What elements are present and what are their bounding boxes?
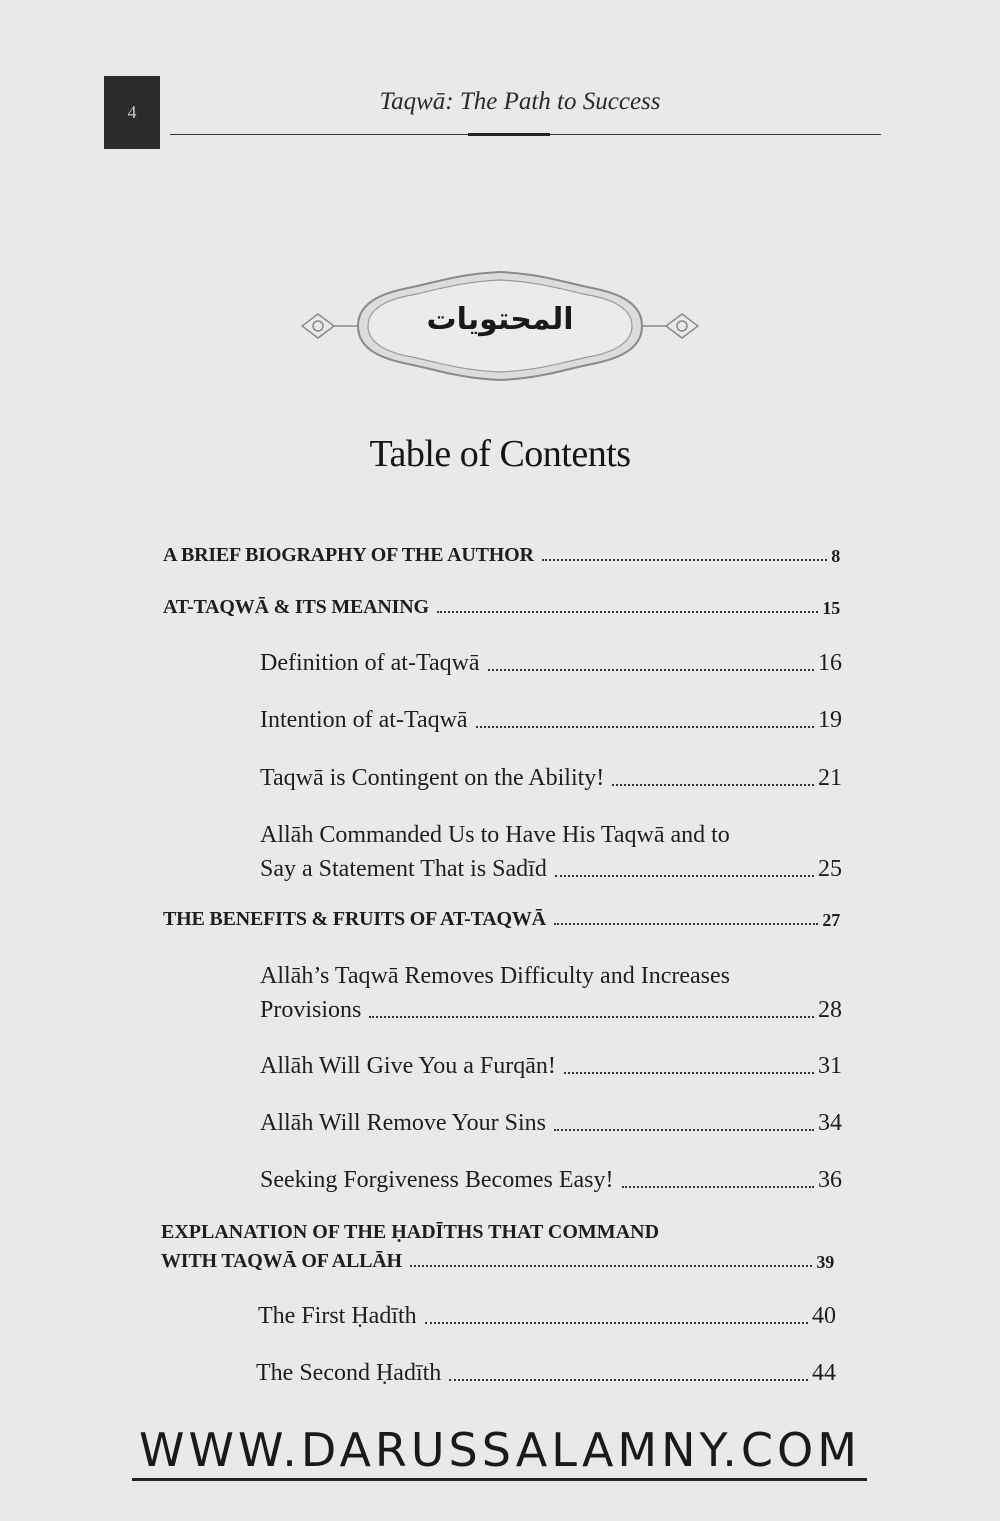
running-head: Taqwā: The Path to Success bbox=[379, 88, 661, 115]
entry-label: Intention of at-Taqwā bbox=[260, 707, 468, 733]
dot-leader bbox=[437, 610, 819, 613]
entry-label: Provisions bbox=[260, 997, 362, 1023]
entry-page: 16 bbox=[818, 650, 842, 676]
entry-label: The First Ḥadīth bbox=[258, 1303, 417, 1329]
dot-leader bbox=[554, 1128, 814, 1131]
toc-entry-section bbox=[260, 650, 842, 677]
entry-page: 15 bbox=[822, 598, 840, 618]
toc-entry-chapter bbox=[163, 544, 840, 567]
arabic-title: المحتويات bbox=[426, 302, 574, 337]
entry-page: 19 bbox=[818, 707, 842, 733]
entry-page: 40 bbox=[812, 1303, 836, 1329]
toc-entry-section bbox=[258, 1303, 836, 1330]
dot-leader bbox=[449, 1378, 808, 1381]
entry-label: Say a Statement That is Sadīd bbox=[260, 856, 547, 882]
entry-page: 28 bbox=[818, 997, 842, 1023]
toc-entry-section bbox=[256, 1360, 836, 1387]
entry-label: THE BENEFITS & FRUITS OF AT-TAQWĀ bbox=[163, 908, 546, 930]
toc-entry-chapter bbox=[163, 908, 840, 931]
toc-entry-section bbox=[260, 1110, 842, 1137]
dot-leader bbox=[410, 1264, 813, 1267]
entry-label: Allāh Will Remove Your Sins bbox=[260, 1110, 546, 1136]
entry-label: Seeking Forgiveness Becomes Easy! bbox=[260, 1167, 614, 1193]
toc-entry-section bbox=[260, 765, 842, 792]
toc-entry-section bbox=[260, 707, 842, 734]
dot-leader bbox=[555, 874, 814, 877]
page-number: 4 bbox=[127, 102, 137, 122]
entry-label: Definition of at-Taqwā bbox=[260, 650, 480, 676]
toc-entry-chapter bbox=[163, 596, 840, 619]
entry-page: 31 bbox=[818, 1053, 842, 1079]
toc-entry-section bbox=[260, 997, 842, 1024]
entry-page: 8 bbox=[831, 546, 840, 566]
toc-entry-chapter bbox=[161, 1250, 834, 1273]
dot-leader bbox=[369, 1015, 814, 1018]
entry-page: 44 bbox=[812, 1360, 836, 1386]
entry-label-line1: Allāh’s Taqwā Removes Difficulty and Increases bbox=[260, 963, 730, 989]
toc-entry-section bbox=[260, 1053, 842, 1080]
watermark-url: WWW.DARUSSALAMNY.COM bbox=[139, 1423, 861, 1477]
watermark-underline bbox=[132, 1478, 867, 1481]
dot-leader bbox=[554, 922, 818, 925]
toc-title: Table of Contents bbox=[369, 433, 631, 475]
entry-page: 39 bbox=[816, 1252, 834, 1272]
entry-label: The Second Ḥadīth bbox=[256, 1360, 442, 1386]
entry-label: A BRIEF BIOGRAPHY OF THE AUTHOR bbox=[163, 544, 534, 566]
toc-entry-section bbox=[260, 856, 842, 883]
dot-leader bbox=[488, 668, 814, 671]
entry-label-line1: Allāh Commanded Us to Have His Taqwā and to bbox=[260, 822, 730, 848]
entry-label: AT-TAQWĀ & ITS MEANING bbox=[163, 596, 429, 618]
dot-leader bbox=[476, 725, 814, 728]
toc-entry-section bbox=[260, 1167, 842, 1194]
dot-leader bbox=[564, 1071, 814, 1074]
entry-label-line1: EXPLANATION OF THE ḤADĪTHS THAT COMMAND bbox=[161, 1221, 660, 1243]
entry-label: Taqwā is Contingent on the Ability! bbox=[260, 765, 605, 791]
entry-page: 21 bbox=[818, 765, 842, 791]
dot-leader bbox=[612, 783, 814, 786]
dot-leader bbox=[542, 558, 827, 561]
dot-leader bbox=[425, 1321, 808, 1324]
entry-page: 34 bbox=[818, 1110, 842, 1136]
entry-page: 25 bbox=[818, 856, 842, 882]
entry-page: 36 bbox=[818, 1167, 842, 1193]
entry-label: Allāh Will Give You a Furqān! bbox=[260, 1053, 556, 1079]
entry-page: 27 bbox=[822, 910, 840, 930]
entry-label: WITH TAQWĀ OF ALLĀH bbox=[161, 1250, 402, 1272]
dot-leader bbox=[622, 1185, 815, 1188]
